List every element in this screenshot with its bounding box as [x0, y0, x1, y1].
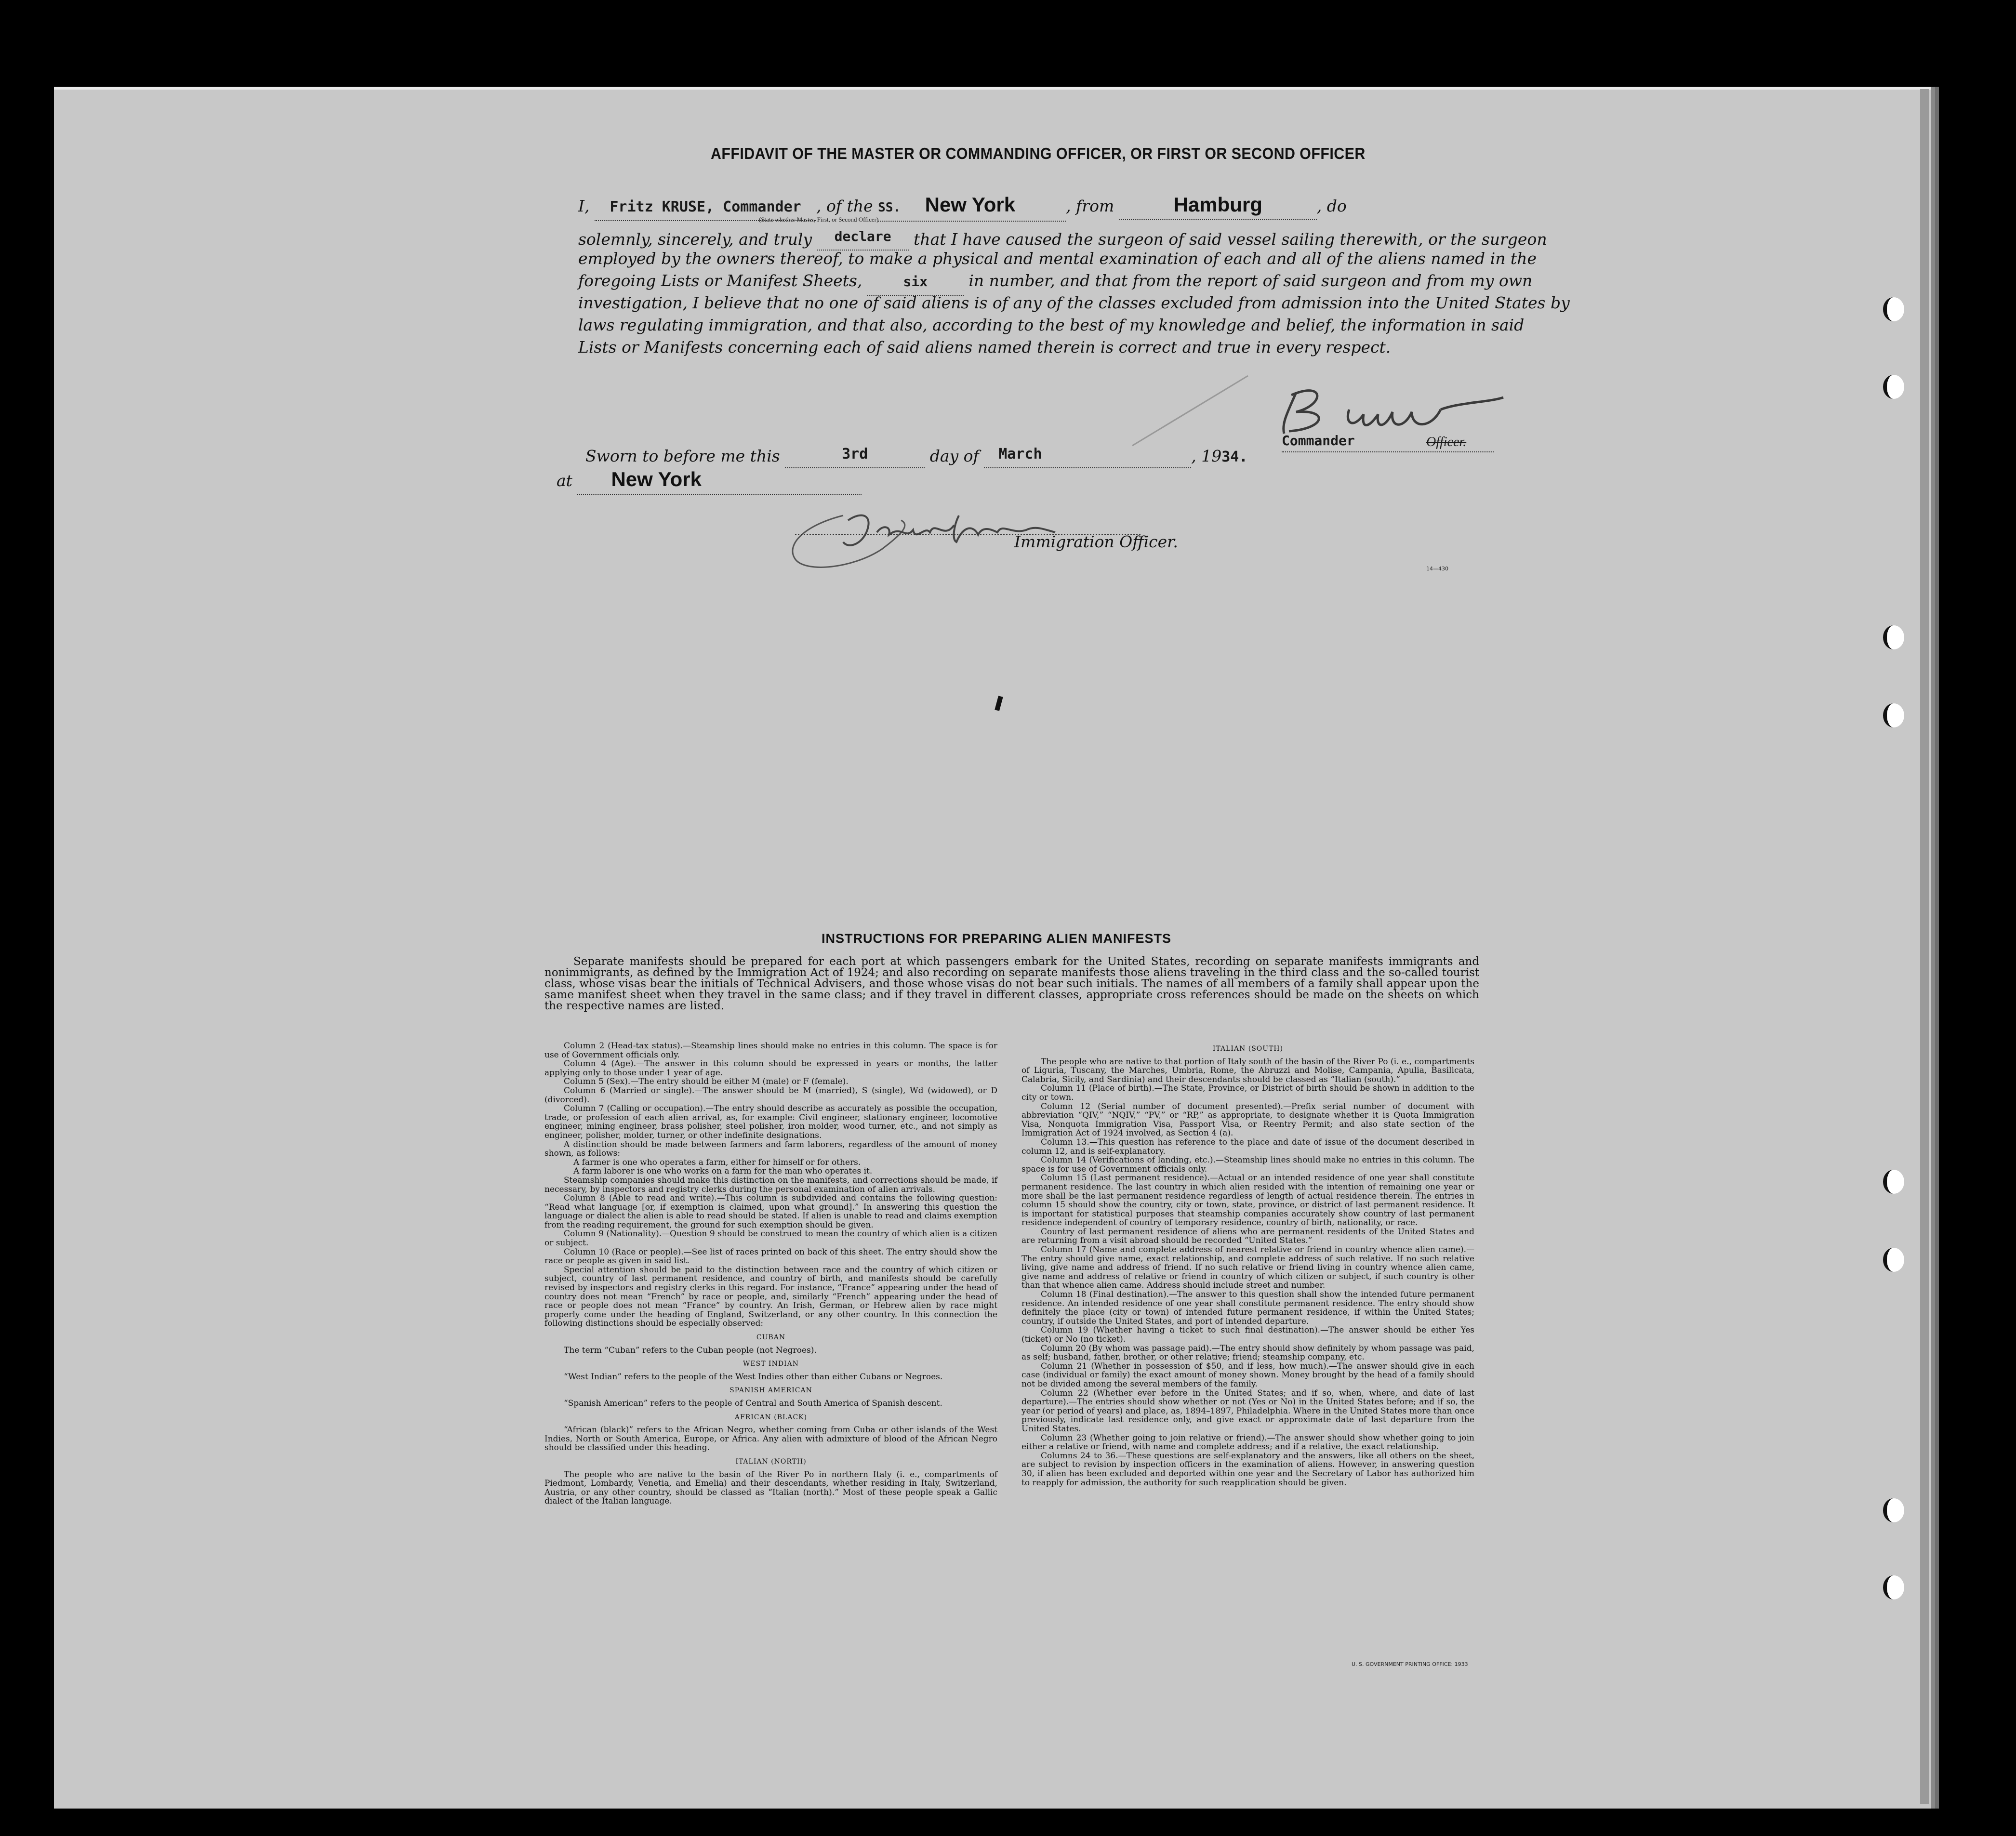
signer-title: Commander	[1282, 433, 1355, 449]
binder-hole	[1883, 375, 1904, 399]
from-label: , from	[1066, 197, 1114, 215]
binder-hole	[1883, 1248, 1904, 1272]
instruction-paragraph: A farmer is one who operates a farm, either for himself or for others.	[573, 1157, 861, 1167]
affidavit-title: AFFIDAVIT OF THE MASTER OR COMMANDING OFFICER, OR FIRST OR SECOND OFFICER	[711, 145, 1366, 162]
section-heading: ITALIAN (NORTH)	[735, 1457, 807, 1466]
instruction-paragraph: Column 7 (Calling or occupation).—The entry should describe as accurately as possible the occupation, trade, or profession of each alien arrival, as, for example: Civil engineer, stationary engineer, locomotive engineer, mining engineer, brass polisher, steel polisher, iron molder, wood turner, etc., and not simply as engineer, polisher, molder, turner, or other indefinite designations.	[544, 1104, 997, 1140]
vessel-prefix: SS.	[878, 200, 901, 215]
instructions-title: INSTRUCTIONS FOR PREPARING ALIEN MANIFESTS	[822, 931, 1172, 946]
instruction-paragraph: “West Indian” refers to the people of the West Indies other than either Cubans or Negroes.	[564, 1372, 943, 1382]
month-value: March	[998, 446, 1042, 462]
line2-prefix: solemnly, sincerely, and truly	[578, 230, 812, 249]
port-field	[1119, 192, 1317, 220]
instruction-paragraph: The people who are native to that portion of Italy south of the basin of the River Po (i. e., compartments of Liguria, Tuscany, the Marches, Umbria, Rome, the Abruzzi and Molise, Campania, Apulia, Basilicata, Calabria, Sicily, and Sardinia) and their descendants should be classed as “Italian (south).”	[1021, 1057, 1474, 1084]
instruction-paragraph: Column 14 (Verifications of landing, etc.).—Steamship lines should make no entries in this column. The space is for use of Government officials only.	[1021, 1155, 1474, 1174]
instruction-paragraph: Column 2 (Head-tax status).—Steamship lines should make no entries in this column. The space is for use of Government officials only.	[544, 1041, 997, 1060]
instruction-paragraph: A distinction should be made between farmers and farm laborers, regardless of the amount of money shown, as follows:	[544, 1139, 997, 1159]
form-number: 14—430	[1426, 566, 1448, 572]
affidavit-line-6: laws regulating immigration, and that also, according to the best of my knowledge and belief, the information in said	[578, 316, 1525, 334]
instruction-paragraph: Column 18 (Final destination).—The answer to this question shall show the intended future permanent residence. An intended residence of one year shall constitute permanent residence. The entry should show definitely the place (city or town) of intended future permanent residence, if within the United States; country, if outside the United States, and port of intended departure.	[1021, 1290, 1474, 1326]
affidavit-line-3: employed by the owners thereof, to make a physical and mental examination of each and all of the aliens named in the	[578, 249, 1537, 268]
affidavit-line-5: investigation, I believe that no one of said aliens is of any of the classes excluded from admission into the United States by	[578, 293, 1570, 312]
section-heading: AFRICAN (BLACK)	[734, 1413, 808, 1421]
instruction-paragraph: “African (black)” refers to the African Negro, whether coming from Cuba or other islands of the West Indies, North or South America, Europe, or Africa. Any alien with admixture of blood of the African Negro should be classified under this heading.	[544, 1425, 997, 1453]
printer-imprint: U. S. GOVERNMENT PRINTING OFFICE: 1933	[1352, 1661, 1468, 1667]
sworn-line	[585, 441, 1247, 470]
line2-rest: that I have caused the surgeon of said vessel sailing therewith, or the surgeon	[914, 230, 1547, 249]
instruction-paragraph: Column 5 (Sex).—The entry should be either M (male) or F (female).	[564, 1077, 849, 1087]
instruction-paragraph: Column 21 (Whether in possession of $50, and if less, how much).—The answer should give in each case (individual or family) the exact amount of money shown. Money brought by the head of a family should not be divided among the several members of the family.	[1021, 1361, 1474, 1389]
port-name: Hamburg	[1173, 193, 1262, 216]
line4-rest: in number, and that from the report of said surgeon and from my own	[968, 271, 1533, 290]
year-suffix: 34.	[1221, 449, 1248, 465]
section-heading: CUBAN	[756, 1334, 786, 1341]
sworn-prefix: Sworn to before me this	[585, 447, 780, 465]
binder-hole	[1883, 1170, 1904, 1194]
of-the-label: , of the	[816, 197, 873, 215]
immigration-officer-label: Immigration Officer.	[1014, 532, 1178, 551]
affidavit-i: I,	[578, 197, 590, 215]
instruction-paragraph: Column 15 (Last permanent residence).—Actual or an intended residence of one year shall constitute permanent residence. The last country in which alien resided with the intention of remaining one year or more shall be the last permanent residence regardless of length of actual residence therein. The entries in column 15 should show the country, city or town, state, province, or district of last permanent residence. It is important for statistical purposes that steamship companies accurately show country of last permanent residence independent of country of temporary residence, country of birth, nationality, or race.	[1021, 1173, 1474, 1228]
instructions-right-column	[1021, 1042, 1474, 1487]
signer-title-struck: Officer.	[1426, 435, 1467, 449]
month-field	[984, 441, 1191, 468]
instruction-paragraph: A farm laborer is one who works on a farm for the man who operates it.	[573, 1166, 873, 1176]
instruction-paragraph: Steamship companies should make this distinction on the manifests, and corrections should be made, if necessary, by inspectors and registry clerks during the personal examination of alien arrivals.	[544, 1175, 997, 1194]
instruction-paragraph: Column 23 (Whether going to join relative or friend).—The answer should show whether going to join either a relative or friend, with name and complete address; and if a relative, the exact relationship.	[1021, 1433, 1474, 1452]
vessel-name: New York	[925, 193, 1016, 216]
section-heading: ITALIAN (SOUTH)	[1212, 1045, 1284, 1053]
officer-name: Fritz KRUSE, Commander	[610, 198, 801, 215]
affidavit-line-7: Lists or Manifests concerning each of said aliens named therein is correct and true in every respect.	[578, 338, 1391, 357]
day-of-label: day of	[929, 447, 979, 465]
instruction-paragraph: Column 12 (Serial number of document presented).—Prefix serial number of document with abbreviation “QIV,” “NQIV,” “PV,” or “RP,” as appropriate, to designate whether it is Quota Immigration Visa, Nonquota Immigration Visa, Passport Visa, or Reentry Permit; and also state section of the Immigration Act of 1924 involved, as Section 4 (a).	[1021, 1101, 1474, 1138]
instruction-paragraph: Column 20 (By whom was passage paid).—The entry should show definitely by whom passage was paid, as self; husband, father, brother, or other relative; friend; steamship company, etc.	[1021, 1343, 1474, 1362]
sheet-count: six	[903, 274, 928, 290]
instruction-paragraph: Column 13.—This question has reference to the place and date of issue of the document described in column 12, and is self-explanatory.	[1021, 1137, 1474, 1156]
instruction-paragraph: The people who are native to the basin of the River Po in northern Italy (i. e., compartments of Piedmont, Lombardy, Venetia, and Emelia) and their descendants, whether residing in Italy, Switzerland, Austria, or any other country, should be classed as “Italian (north).” Most of these people speak a Gallic dialect of the Italian language.	[544, 1469, 997, 1506]
instruction-paragraph: Column 19 (Whether having a ticket to such final destination).—The answer should be either Yes (ticket) or No (no ticket).	[1021, 1325, 1474, 1344]
vessel-field	[878, 192, 1066, 222]
instruction-paragraph: Column 6 (Married or single).—The answer should be M (married), S (single), Wd (widowed), or D (divorced).	[544, 1085, 997, 1105]
binder-hole	[1883, 1498, 1904, 1522]
binder-hole	[1883, 625, 1904, 649]
instruction-paragraph: Column 11 (Place of birth).—The State, Province, or District of birth should be shown in addition to the city or town.	[1021, 1083, 1474, 1102]
place-value: New York	[611, 468, 702, 490]
instructions-intro: Separate manifests should be prepared for each port at which passengers embark for the United States, recording on separate manifests immigrants and nonimmigrants, as defined by the Immigration Act of 1924; and also recording on separate manifests those aliens traveling in the third class and the so-called tourist class, whose visas bear the initials of Technical Advisers, and those whose visas do not bear such initials. The names of all members of a family shall appear upon the same manifest sheet when they travel in the same class; and if they travel in different classes, appropriate cross references should be made on the sheets on which the respective names are listed.	[544, 955, 1479, 1012]
instruction-paragraph: Column 17 (Name and complete address of nearest relative or friend in country whence alien came).—The entry should give name, exact relationship, and complete address of such relative. If no such relative living, give name and address of friend. If no such relative or friend living in country whence alien came, give name and address of relative or friend in country of which citizen or subject, if such country is other than that whence alien came. Address should include street and number.	[1021, 1245, 1474, 1291]
year-prefix: , 19	[1191, 447, 1222, 465]
binder-hole	[1883, 1575, 1904, 1599]
at-line	[557, 466, 862, 495]
instruction-paragraph: Column 10 (Race or people).—See list of races printed on back of this sheet. The entry should show the race or people as given in said list.	[544, 1247, 997, 1266]
sheet-edge	[1920, 89, 1929, 1804]
instruction-paragraph: Column 4 (Age).—The answer in this column should be expressed in years or months, the latter applying only to those under 1 year of age.	[544, 1059, 997, 1078]
line4-prefix: foregoing Lists or Manifest Sheets,	[578, 271, 862, 290]
section-heading: SPANISH AMERICAN	[729, 1387, 812, 1395]
place-field	[577, 466, 862, 495]
top-edge	[54, 87, 1931, 90]
day-value: 3rd	[842, 446, 868, 462]
rank-note: (State whether Master, First, or Second Officer)	[759, 216, 879, 223]
instruction-paragraph: The term “Cuban” refers to the Cuban people (not Negroes).	[564, 1345, 817, 1355]
section-heading: WEST INDIAN	[743, 1360, 799, 1368]
instruction-paragraph: “Spanish American” refers to the people of Central and South America of Spanish descent.	[564, 1398, 942, 1408]
binder-hole	[1883, 703, 1904, 727]
at-label: at	[557, 471, 572, 490]
binder-hole	[1883, 297, 1904, 321]
instruction-paragraph: Columns 24 to 36.—These questions are self-explanatory and the answers, like all others on the sheet, are subject to revision by inspection officers in the examination of aliens. However, in answering question 30, if alien has been excluded and deported within one year and the Secretary of Labor has authorized him to reapply for admission, the authority for such reapplication should be given.	[1021, 1451, 1474, 1488]
affidavit-line-1	[578, 192, 1494, 222]
instructions-left-column	[544, 1042, 997, 1506]
instruction-paragraph: Special attention should be paid to the distinction between race and the country of which citizen or subject, country of last permanent residence, and country of birth, and manifests should be carefully revised by inspectors and registry clerks in this regard. For instance, “France” appearing under the head of country does not mean “French” by race or people, and, similarly “French” appearing under the head of race or people does not mean “France” by country. An Irish, German, or Hebrew alien by race might properly come under the heading of England, Switzerland, or any other country. In this connection the following distinctions should be especially observed:	[544, 1265, 997, 1329]
instruction-paragraph: Column 8 (Able to read and write).—This column is subdivided and contains the following question: “Read what language [or, if exemption is claimed, upon what ground].” In answering this question the language or dialect the alien is able to read should be stated. If alien is unable to read and claims exemption from the reading requirement, the ground for such exemption should be given.	[544, 1193, 997, 1230]
day-field	[785, 441, 925, 468]
instruction-paragraph: Country of last permanent residence of aliens who are permanent residents of the United States and are returning from a visit abroad should be recorded “United States.”	[1021, 1227, 1474, 1246]
signer-title-field	[1282, 433, 1494, 452]
instruction-paragraph: Column 9 (Nationality).—Question 9 should be construed to mean the country of which alien is a citizen or subject.	[544, 1229, 997, 1248]
do-label: , do	[1316, 197, 1347, 215]
declare-word: declare	[834, 228, 891, 244]
instruction-paragraph: Column 22 (Whether ever before in the United States; and if so, when, where, and date of last departure).—The entries should show whether or not (Yes or No) in the United States before; and if so, the year (or period of years) and place, as, 1894–1897, Philadelphia. Where in the United States more than once previously, indicate last residence only, and give exact or approximate date of last departure from the United States.	[1021, 1388, 1474, 1434]
